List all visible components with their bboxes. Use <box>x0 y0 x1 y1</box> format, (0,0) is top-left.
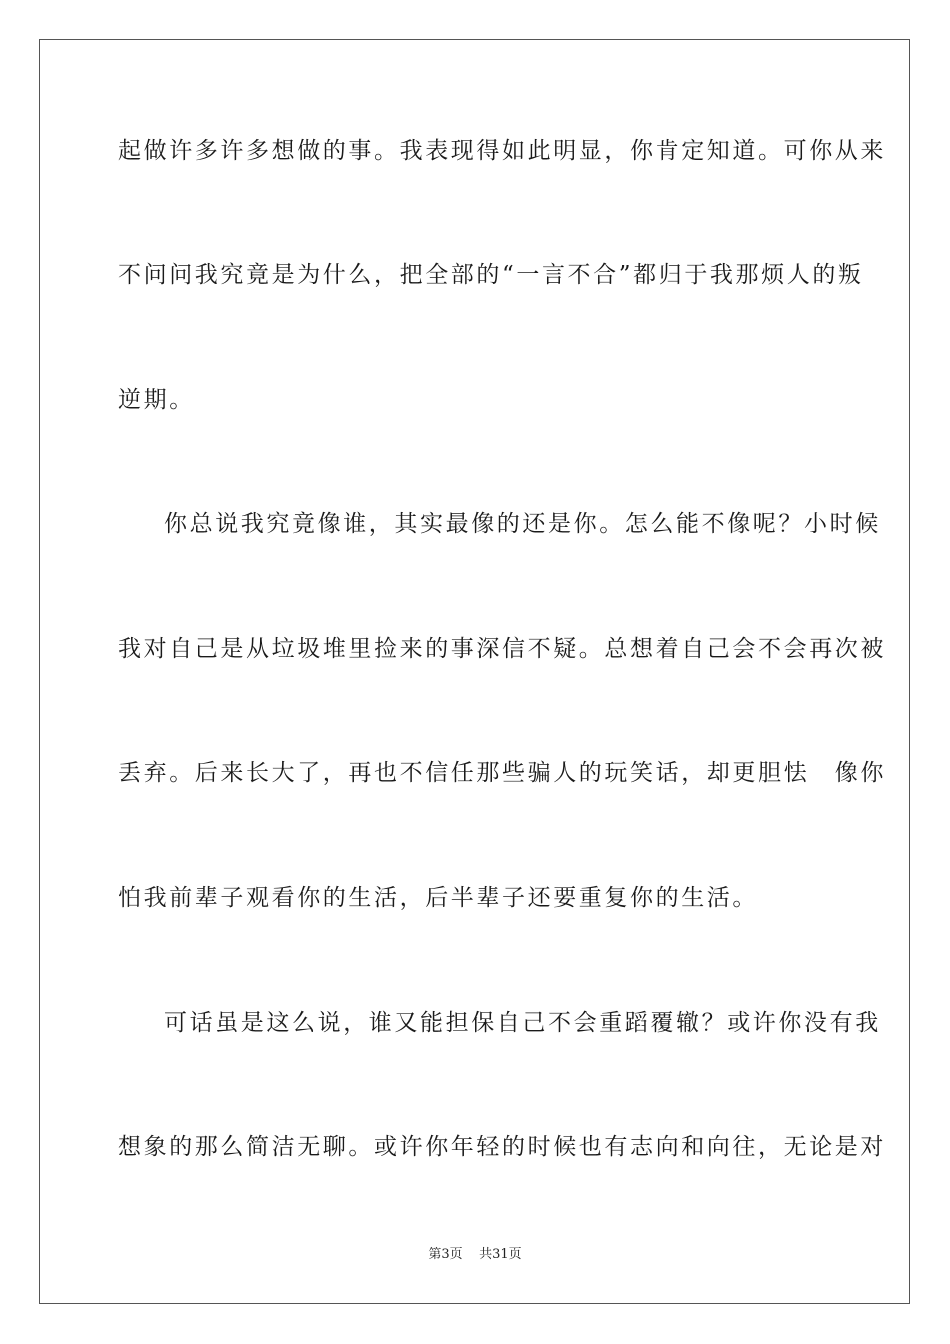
page-total: 共31页 <box>479 1247 522 1262</box>
text-line: 我对自己是从垃圾堆里捡来的事深信不疑。总想着自己会不会再次被 <box>118 636 886 662</box>
text-line: 不问问我究竟是为什么，把全部的“一言不合”都归于我那烦人的叛 <box>118 262 864 288</box>
page-footer <box>0 1246 950 1264</box>
paragraph-first-line: 你总说我究竟像谁，其实最像的还是你。怎么能不像呢？小时候 <box>164 511 881 537</box>
text-line: 想象的那么简洁无聊。或许你年轻的时候也有志向和向往，无论是对 <box>118 1134 886 1160</box>
text-line: 怕我前辈子观看你的生活，后半辈子还要重复你的生活。 <box>118 885 758 911</box>
text-line: 逆期。 <box>118 387 195 413</box>
page-border <box>39 39 910 1304</box>
text-line: 丢弃。后来长大了，再也不信任那些骗人的玩笑话，却更胆怯 像你 <box>118 760 886 786</box>
text-line: 起做许多许多想做的事。我表现得如此明显，你肯定知道。可你从来 <box>118 138 886 164</box>
page-number: 第3页 <box>428 1247 463 1262</box>
paragraph-first-line: 可话虽是这么说，谁又能担保自己不会重蹈覆辙？或许你没有我 <box>164 1010 881 1036</box>
